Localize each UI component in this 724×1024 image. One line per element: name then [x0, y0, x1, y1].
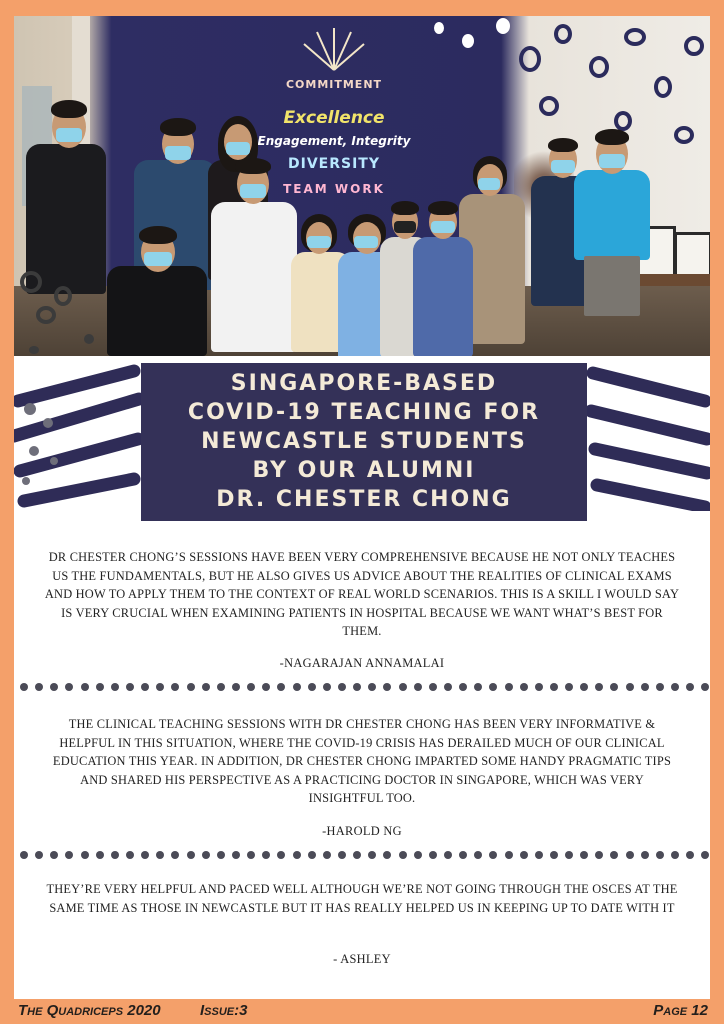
divider-dot	[323, 851, 331, 859]
divider-dot	[505, 683, 513, 691]
divider-dot	[429, 683, 437, 691]
divider-dot	[277, 683, 285, 691]
divider-dot	[626, 683, 634, 691]
divider-dot	[187, 683, 195, 691]
divider-dot	[141, 851, 149, 859]
divider-dot	[338, 851, 346, 859]
testimonial-author: -NAGARAJAN ANNAMALAI	[279, 656, 445, 670]
divider-dot	[520, 683, 528, 691]
divider-dot	[232, 683, 240, 691]
title-line-4: BY OUR ALUMNI	[252, 458, 476, 483]
divider-dot	[535, 683, 543, 691]
divider-dot	[217, 851, 225, 859]
divider-dot	[126, 683, 134, 691]
divider-dot	[65, 683, 73, 691]
mural-diversity: DIVERSITY	[288, 156, 380, 172]
divider-dot	[671, 683, 679, 691]
page-number: Page 12	[653, 1002, 708, 1019]
divider-dot	[474, 683, 482, 691]
brush-stripes-right	[587, 361, 710, 511]
divider-dot	[202, 683, 210, 691]
divider-dot	[247, 683, 255, 691]
page-footer	[0, 999, 724, 1024]
divider-dot	[595, 851, 603, 859]
divider-dot	[50, 851, 58, 859]
mural-excellence: Excellence	[283, 108, 385, 128]
divider-dot	[414, 851, 422, 859]
divider-dot	[505, 851, 513, 859]
divider-dot	[383, 683, 391, 691]
divider-dot	[111, 683, 119, 691]
divider-dot	[368, 683, 376, 691]
group-photo	[14, 16, 710, 356]
divider-dot	[187, 851, 195, 859]
publication-name: The Quadriceps 2020	[18, 1002, 161, 1019]
divider-dot	[656, 683, 664, 691]
divider-dot	[580, 683, 588, 691]
divider-dot	[293, 683, 301, 691]
divider-dot	[414, 683, 422, 691]
divider-dot	[671, 851, 679, 859]
divider-dot	[459, 851, 467, 859]
divider-dot	[171, 683, 179, 691]
divider-dot	[81, 683, 89, 691]
issue-number: Issue:3	[200, 1002, 248, 1019]
divider-dot	[610, 683, 618, 691]
mural-engagement: Engagement, Integrity	[257, 134, 411, 148]
brush-stripes-left	[14, 361, 144, 511]
divider-dot	[308, 683, 316, 691]
divider-dot	[701, 683, 709, 691]
divider-dot	[701, 851, 709, 859]
divider-dot	[580, 851, 588, 859]
divider-dot	[459, 683, 467, 691]
divider-dot	[65, 851, 73, 859]
testimonial-quote: THEY’RE VERY HELPFUL AND PACED WELL ALTHOUGH WE’RE NOT GOING THROUGH THE OSCES AT THE SAME TIME AS THOSE IN NEWCASTLE BUT IT HAS REALLY HELPED US IN KEEPING UP TO DATE WITH IT	[46, 882, 678, 915]
divider-dot	[50, 683, 58, 691]
divider-dot	[202, 851, 210, 859]
divider-dot	[353, 851, 361, 859]
divider-dot	[641, 851, 649, 859]
divider-dot	[20, 851, 28, 859]
divider-dot	[399, 683, 407, 691]
divider-dot	[535, 851, 543, 859]
divider-dot	[81, 851, 89, 859]
divider-dot	[610, 851, 618, 859]
divider-dot	[565, 851, 573, 859]
divider-dot	[293, 851, 301, 859]
divider-dot	[353, 683, 361, 691]
divider-dot	[550, 683, 558, 691]
divider-dot	[565, 683, 573, 691]
divider-dot	[35, 851, 43, 859]
divider-dot	[217, 683, 225, 691]
divider-dot	[96, 683, 104, 691]
newsletter-page	[14, 16, 710, 999]
divider-dot	[156, 851, 164, 859]
divider-dot	[489, 683, 497, 691]
dotted-divider	[20, 683, 710, 693]
divider-dot	[444, 851, 452, 859]
divider-dot	[489, 851, 497, 859]
title-line-5: DR. CHESTER CHONG	[216, 487, 512, 512]
divider-dot	[232, 851, 240, 859]
divider-dot	[656, 851, 664, 859]
divider-dot	[262, 851, 270, 859]
wall-mural	[249, 24, 419, 224]
divider-dot	[595, 683, 603, 691]
divider-dot	[399, 851, 407, 859]
divider-dot	[171, 851, 179, 859]
divider-dot	[686, 851, 694, 859]
divider-dot	[126, 851, 134, 859]
mural-teamwork: TEAM WORK	[283, 182, 385, 196]
divider-dot	[338, 683, 346, 691]
testimonial-author: - ASHLEY	[333, 952, 391, 966]
divider-dot	[35, 683, 43, 691]
testimonial-author: -HAROLD NG	[322, 824, 402, 838]
divider-dot	[323, 683, 331, 691]
divider-dot	[96, 851, 104, 859]
divider-dot	[277, 851, 285, 859]
article-title-banner	[141, 363, 587, 521]
divider-dot	[247, 851, 255, 859]
divider-dot	[626, 851, 634, 859]
title-line-1: SINGAPORE-BASED	[230, 371, 498, 396]
title-line-3: NEWCASTLE STUDENTS	[201, 429, 527, 454]
divider-dot	[686, 683, 694, 691]
divider-dot	[308, 851, 316, 859]
divider-dot	[444, 683, 452, 691]
divider-dot	[520, 851, 528, 859]
divider-dot	[474, 851, 482, 859]
title-line-2: COVID-19 TEACHING FOR	[187, 400, 541, 425]
divider-dot	[141, 683, 149, 691]
divider-dot	[20, 683, 28, 691]
divider-dot	[641, 683, 649, 691]
testimonial-quote: THE CLINICAL TEACHING SESSIONS WITH DR CHESTER CHONG HAS BEEN VERY INFORMATIVE & HELPFUL IN THIS SITUATION, WHERE THE COVID-19 CRISIS HAS DERAILED MUCH OF OUR CLINICAL EDUCATION THIS YEAR. IN ADDITION, DR CHESTER CHONG IMPARTED SOME HANDY PRAGMATIC TIPS AND SHARED HIS PERSPECTIVE AS A PRACTICING DOCTOR IN SINGAPORE, WHICH WAS VERY INSIGHTFUL TOO.	[52, 717, 672, 805]
divider-dot	[156, 683, 164, 691]
divider-dot	[262, 683, 270, 691]
divider-dot	[383, 851, 391, 859]
divider-dot	[429, 851, 437, 859]
mural-commitment: COMMITMENT	[285, 78, 383, 91]
dotted-divider	[20, 851, 710, 861]
divider-dot	[111, 851, 119, 859]
divider-dot	[368, 851, 376, 859]
testimonial-quote: DR CHESTER CHONG’S SESSIONS HAVE BEEN VERY COMPREHENSIVE BECAUSE HE NOT ONLY TEACHES US THE FUNDAMENTALS, BUT HE ALSO GIVES US ADVICE ABOUT THE REALITIES OF CLINICAL EXAMS AND HOW TO APPLY THEM TO THE CONTEXT OF REAL WORLD SCENARIOS. THIS IS A SKILL I WOULD SAY IS VERY CRUCIAL WHEN EXAMINING PATIENTS IN HOSPITAL BECAUSE WE WANT WHAT’S BEST FOR THEM.	[44, 550, 680, 638]
divider-dot	[550, 851, 558, 859]
